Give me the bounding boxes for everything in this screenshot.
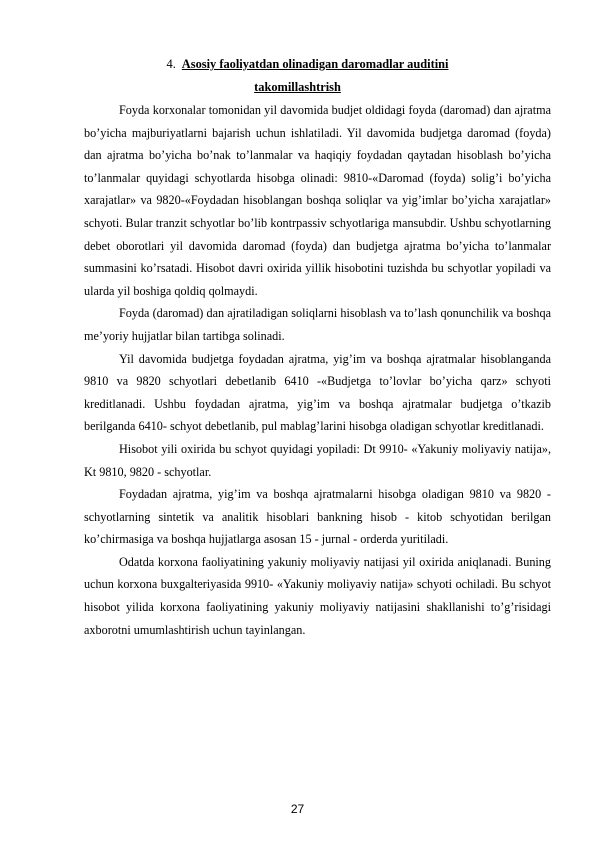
paragraph: Yil davomida budjetga foydadan ajratma, yig’im va boshqa ajratmalar hisoblanganda 9810 va 9820 schyotlari debetlanib 6410 -«Budjetga to’lovlar bo’yicha qarz» schyoti kreditlanadi. Ushbu foydadan ajratma, yig’im va boshqa ajratmalar budjetga o’tkazib berilganda 6410- schyot debetlanib, pul mablag’larini hisobga oladigan schyotlar kreditlanadi.: [84, 351, 551, 434]
section-number: 4.: [166, 57, 176, 71]
paragraph: Foyda (daromad) dan ajratiladigan soliqlarni hisoblash va to’lash qonunchilik va boshqa me’yoriy hujjatlar bilan tartibga solinadi.: [84, 306, 551, 343]
page-number: 27: [290, 802, 305, 816]
section-heading: [10, 53, 595, 76]
section-title-line-1: Asosiy faoliyatdan olinadigan daromadlar auditini: [181, 57, 449, 71]
paragraph: Odatda korxona faoliyatining yakuniy moliyaviy natijasi yil oxirida aniqlanadi. Buning uchun korxona buxgalteriyasida 9910- «Yakuniy moliyaviy natija» schyoti ochiladi. Bu schyot hisobot yilida korxona faoliyatining yakuniy moliyaviy natijasini shakllanishi to’g’risidagi axborotni umumlashtirish uchun tayinlangan.: [84, 554, 551, 637]
body-text: [84, 99, 551, 641]
paragraph: Foyda korxonalar tomonidan yil davomida budjet oldidagi foyda (daromad) dan ajratma bo’yicha majburiyatlarni bajarish uchun ishlatiladi. Yil davomida budjetga daromad (foyda) dan ajratma bo’yicha bo’nak to’lanmalar va haqiqiy foydadan qaytadan hisoblash bo’yicha to’lanmalar quyidagi schyotlarda hisobga olinadi: 9810-«Daromad (foyda) solig’i bo’yicha xarajatlar» va 9820-«Foydadan hisoblangan boshqa soliqlar va yig’imlar bo’yicha xarajatlar» schyoti. Bular tranzit schyotlar bo’lib kontrpassiv schyotlariga mansubdir. Ushbu schyotlarning debet oborotlari yil davomida daromad (foyda) dan budjetga ajratma bo’yicha to’lanmalar summasini ko’rsatadi. Hisobot davri oxirida yillik hisobotini tuzishda bu schyotlar yopiladi va ularda yil boshiga qoldiq qolmaydi.: [84, 103, 551, 298]
section-heading-continued: [0, 76, 595, 99]
paragraph: Hisobot yili oxirida bu schyot quyidagi yopiladi: Dt 9910- «Yakuniy moliyaviy natija», Kt 9810, 9820 - schyotlar.: [84, 441, 551, 479]
section-title-line-2: takomillashtrish: [254, 80, 341, 94]
paragraph: Foydadan ajratma, yig’im va boshqa ajratmalarni hisobga oladigan 9810 va 9820 - schyotlarning sintetik va analitik hisoblari bankning hisob - kitob schyotidan berilgan ko’chirmasiga va boshqa hujjatlarga asosan 15 - jurnal - orderda yuritiladi.: [84, 487, 551, 547]
